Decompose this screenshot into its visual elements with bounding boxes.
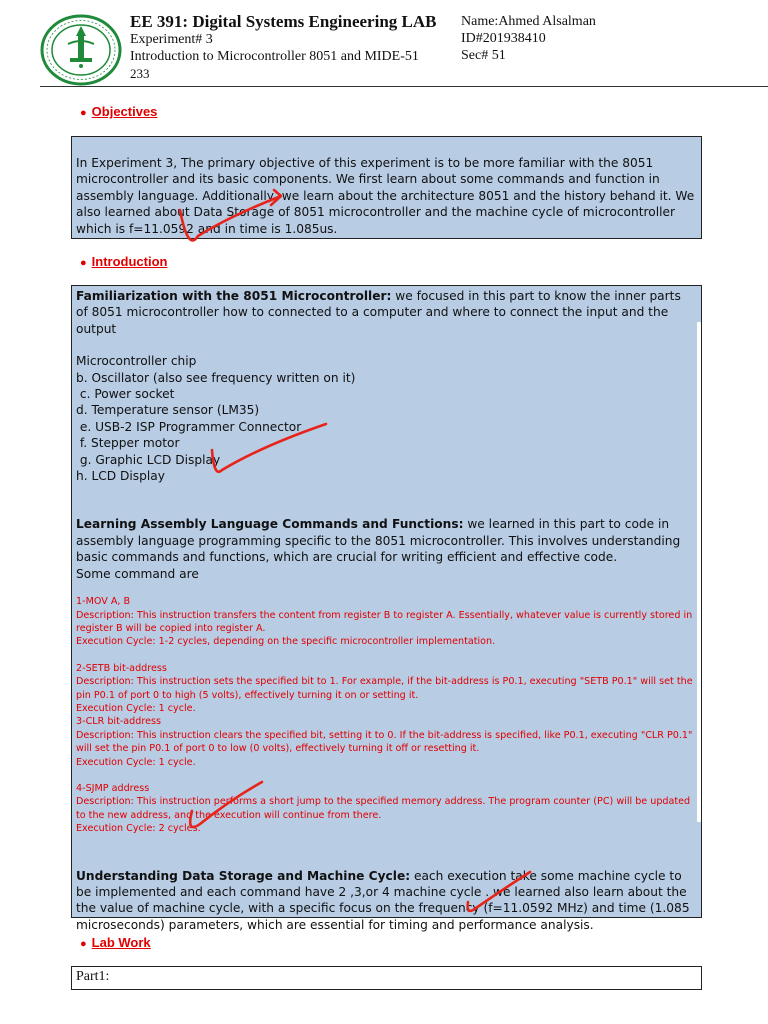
command-cycle: Execution Cycle: 1 cycle. — [76, 702, 196, 714]
command-name: 1-MOV A, B — [76, 596, 131, 608]
data-storage-title: Understanding Data Storage and Machine Cycle: — [76, 868, 411, 883]
part1-label: Part1: — [76, 969, 110, 984]
student-name: Name:Ahmed Alsalman — [461, 14, 596, 29]
objectives-box — [71, 136, 702, 239]
command-name: 4-SJMP address — [76, 782, 150, 794]
command-list — [76, 582, 695, 836]
bullet-icon: ● — [80, 938, 87, 950]
component-item: f. Stepper motor — [76, 436, 180, 451]
bullet-icon: ● — [80, 107, 87, 119]
experiment-title: Introduction to Microcontroller 8051 and MIDE-51 — [130, 49, 419, 64]
component-item: e. USB-2 ISP Programmer Connector — [76, 419, 302, 434]
command-name: 2-SETB bit-address — [76, 662, 167, 674]
course-title: EE 391: Digital Systems Engineering LAB — [130, 12, 437, 31]
introduction-box — [71, 285, 702, 932]
command-description: Description: This instruction transfers the content from register B to register A. Essentially, whatever value is currently stored in register B will be copied into register A. — [76, 609, 693, 634]
bullet-icon: ● — [80, 257, 87, 269]
familiarization-text: we focused in this part to know the inner parts of 8051 microcontroller how to connected to a computer and where to connect the input and the output — [76, 289, 681, 336]
introduction-heading: ● Introduction — [80, 254, 168, 269]
objectives-text: In Experiment 3, The primary objective of this experiment is to be more familiar with the 8051 microcontroller and its basic components. We first learn about some commands and function in assembly language. Additionally, we learn about the architecture 8051 and the history behand it. We also learned about Data Storage of 8051 microcontroller and the machine cycle of microcontroller which is f=11.0592 and in time is 1.085us. — [76, 156, 695, 236]
command-description: Description: This instruction clears the specified bit, setting it to 0. If the bit-address is specified, like P0.1, executing "CLR P0.1" will set the pin P0.1 of port 0 to low (0 volts), effectively turning it off or resetting it. — [76, 729, 693, 755]
component-item: b. Oscillator (also see frequency written on it) — [76, 370, 356, 385]
command-description: Description: This instruction performs a short jump to the specified memory address. The program counter (PC) will be updated to the new address, and the execution will continue from there. — [76, 796, 691, 821]
experiment-number: Experiment# 3 — [130, 32, 213, 47]
box-edge-gap — [697, 322, 701, 822]
command-cycle: Execution Cycle: 1-2 cycles, depending on the specific microcontroller implementation. — [76, 636, 496, 648]
component-item: Microcontroller chip — [76, 354, 197, 369]
part1-box — [71, 966, 702, 990]
assembly-lead: Some command are — [76, 566, 199, 581]
component-item: h. LCD Display — [76, 469, 165, 484]
command-cycle: Execution Cycle: 1 cycle. — [76, 756, 196, 768]
component-item: c. Power socket — [76, 387, 175, 402]
student-id: ID#201938410 — [461, 31, 546, 46]
experiment-title-suffix: 233 — [130, 66, 150, 81]
university-seal-icon — [40, 14, 122, 86]
section-number: Sec# 51 — [461, 48, 506, 63]
data-storage-paragraph — [76, 868, 695, 934]
assembly-text: we learned in this part to code in assembly language programming specific to the 8051 microcontroller. This involves understanding basic commands and functions, which are crucial for writing efficient and effective code. — [76, 517, 681, 565]
command-description: Description: This instruction sets the specified bit to 1. For example, if the bit-address is P0.1, executing "SETB P0.1" will set the pin P0.1 of port 0 to high (5 volts), effectively turning it on or setting it. — [76, 676, 693, 701]
command-name: 3-CLR bit-address — [76, 716, 161, 728]
assembly-paragraph — [76, 516, 695, 565]
component-item: g. Graphic LCD Display — [76, 452, 221, 467]
data-storage-text: each execution take some machine cycle to be implemented and each command have 2 ,3,or 4 machine cycle . we learned also learn about the the value of machine cycle, with a specific focus on the frequency (f=11.0592 MHz) and time (1.085 microseconds) parameters, which are essential for timing and performance analysis. — [76, 868, 690, 932]
objectives-heading: ● Objectives — [80, 104, 158, 119]
assembly-title: Learning Assembly Language Commands and Functions: — [76, 517, 464, 532]
familiarization-paragraph — [76, 288, 695, 337]
header-divider — [40, 86, 768, 87]
command-cycle: Execution Cycle: 2 cycles. — [76, 823, 201, 835]
lab-work-heading: ● Lab Work — [80, 935, 151, 950]
familiarization-title: Familiarization with the 8051 Microcontroller: — [76, 289, 392, 303]
component-item: d. Temperature sensor (LM35) — [76, 403, 260, 418]
